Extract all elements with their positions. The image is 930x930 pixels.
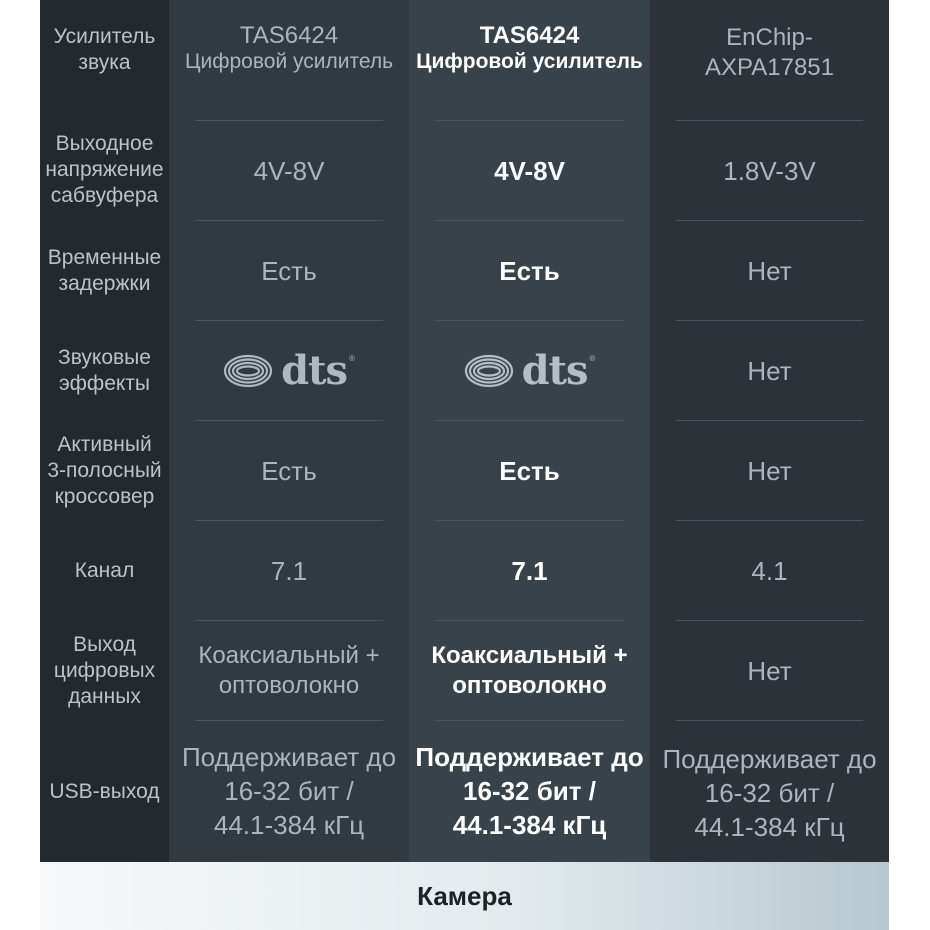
label-line: эффекты xyxy=(58,372,151,395)
product-column-b xyxy=(409,0,650,862)
cell-time-delays: Нет xyxy=(747,255,792,286)
label-line: Активный xyxy=(57,433,152,456)
label-line: Временные xyxy=(47,246,162,269)
label-subwoofer-voltage xyxy=(40,120,169,220)
cell-line: TAS6424 xyxy=(479,22,580,49)
cell-line: 44.1-384 кГц xyxy=(694,811,845,842)
label-line: USB-выход xyxy=(49,779,160,803)
label-line: цифровых xyxy=(53,659,156,682)
cell-line: Поддерживает до xyxy=(415,741,644,772)
cell-line: EnChip- xyxy=(726,24,813,51)
label-line: 3-полосный xyxy=(47,459,162,482)
cell-line: Поддерживает до xyxy=(662,743,877,774)
cell-line: Поддерживает до xyxy=(181,741,397,772)
label-column xyxy=(40,0,169,862)
cell-line: 44.1-384 кГц xyxy=(213,809,365,840)
cell-usb-output xyxy=(409,738,650,843)
cell-line: Коаксиальный + xyxy=(431,642,628,669)
dts-wordmark: dts xyxy=(521,347,588,394)
cell-line: 16-32 бит / xyxy=(463,775,596,806)
cell-line: 16-32 бит / xyxy=(704,777,835,808)
cell-subwoofer-voltage: 1.8V-3V xyxy=(723,155,816,186)
label-channel xyxy=(40,521,169,621)
cell-line: оптоволокно xyxy=(452,672,607,699)
cell-digital-output xyxy=(169,621,409,721)
cell-crossover: Есть xyxy=(499,455,560,486)
section-header-camera xyxy=(40,862,889,930)
label-line: Канал xyxy=(74,559,135,582)
cell-amplifier xyxy=(169,18,409,80)
label-line: звука xyxy=(78,51,131,74)
label-line: кроссовер xyxy=(54,485,155,508)
label-line: напряжение xyxy=(45,158,164,181)
product-column-a xyxy=(169,0,409,862)
cell-digital-output xyxy=(409,621,650,721)
cell-line: Цифровой усилитель xyxy=(184,50,394,73)
label-line: Выход xyxy=(73,633,136,656)
cell-line: оптоволокно xyxy=(218,672,360,699)
cell-channel: 7.1 xyxy=(270,555,308,586)
label-line: данных xyxy=(68,685,141,708)
cell-line: TAS6424 xyxy=(239,22,339,49)
label-line: сабвуфера xyxy=(50,184,159,207)
row-divider xyxy=(195,720,383,721)
cell-time-delays: Есть xyxy=(499,255,560,286)
cell-line: Коаксиальный + xyxy=(198,642,380,669)
cell-crossover: Есть xyxy=(261,455,317,486)
dts-rings-icon xyxy=(464,354,514,388)
dts-rings-icon xyxy=(223,354,273,388)
cell-subwoofer-voltage: 4V-8V xyxy=(253,155,325,186)
cell-sound-effects xyxy=(169,321,409,421)
label-sound-effects xyxy=(40,321,169,421)
cell-amplifier xyxy=(409,18,650,80)
cell-crossover: Нет xyxy=(747,455,792,486)
row-divider xyxy=(676,720,863,721)
cell-sound-effects: Нет xyxy=(747,355,792,386)
cell-usb-output xyxy=(650,740,889,845)
cell-line: AXPA17851 xyxy=(705,54,834,81)
cell-channel: 4.1 xyxy=(751,555,788,586)
cell-time-delays: Есть xyxy=(261,255,317,286)
product-column-c xyxy=(650,0,889,862)
label-line: Звуковые xyxy=(58,346,151,369)
label-usb-output xyxy=(40,721,169,862)
cell-channel: 7.1 xyxy=(511,555,548,586)
label-line: Выходное xyxy=(55,132,154,155)
label-amplifier xyxy=(40,0,169,100)
row-divider xyxy=(435,720,624,721)
label-digital-output xyxy=(40,621,169,721)
cell-line: Цифровой усилитель xyxy=(416,50,643,73)
registered-icon: ® xyxy=(349,354,355,363)
cell-digital-output: Нет xyxy=(747,655,792,686)
cell-usb-output xyxy=(169,738,409,843)
cell-line: 44.1-384 кГц xyxy=(452,809,607,840)
cell-amplifier xyxy=(650,20,889,86)
cell-sound-effects xyxy=(409,321,650,421)
label-time-delays xyxy=(40,221,169,321)
label-crossover xyxy=(40,421,169,521)
dts-logo xyxy=(223,347,355,394)
cell-line: 16-32 бит / xyxy=(224,775,354,806)
dts-wordmark: dts xyxy=(281,347,348,394)
comparison-table xyxy=(40,0,889,862)
dts-logo xyxy=(464,347,596,394)
registered-icon: ® xyxy=(589,354,596,363)
label-line: задержки xyxy=(58,272,151,295)
label-line: Усилитель xyxy=(53,25,156,48)
cell-subwoofer-voltage: 4V-8V xyxy=(494,155,565,186)
section-title: Камера xyxy=(417,880,512,911)
